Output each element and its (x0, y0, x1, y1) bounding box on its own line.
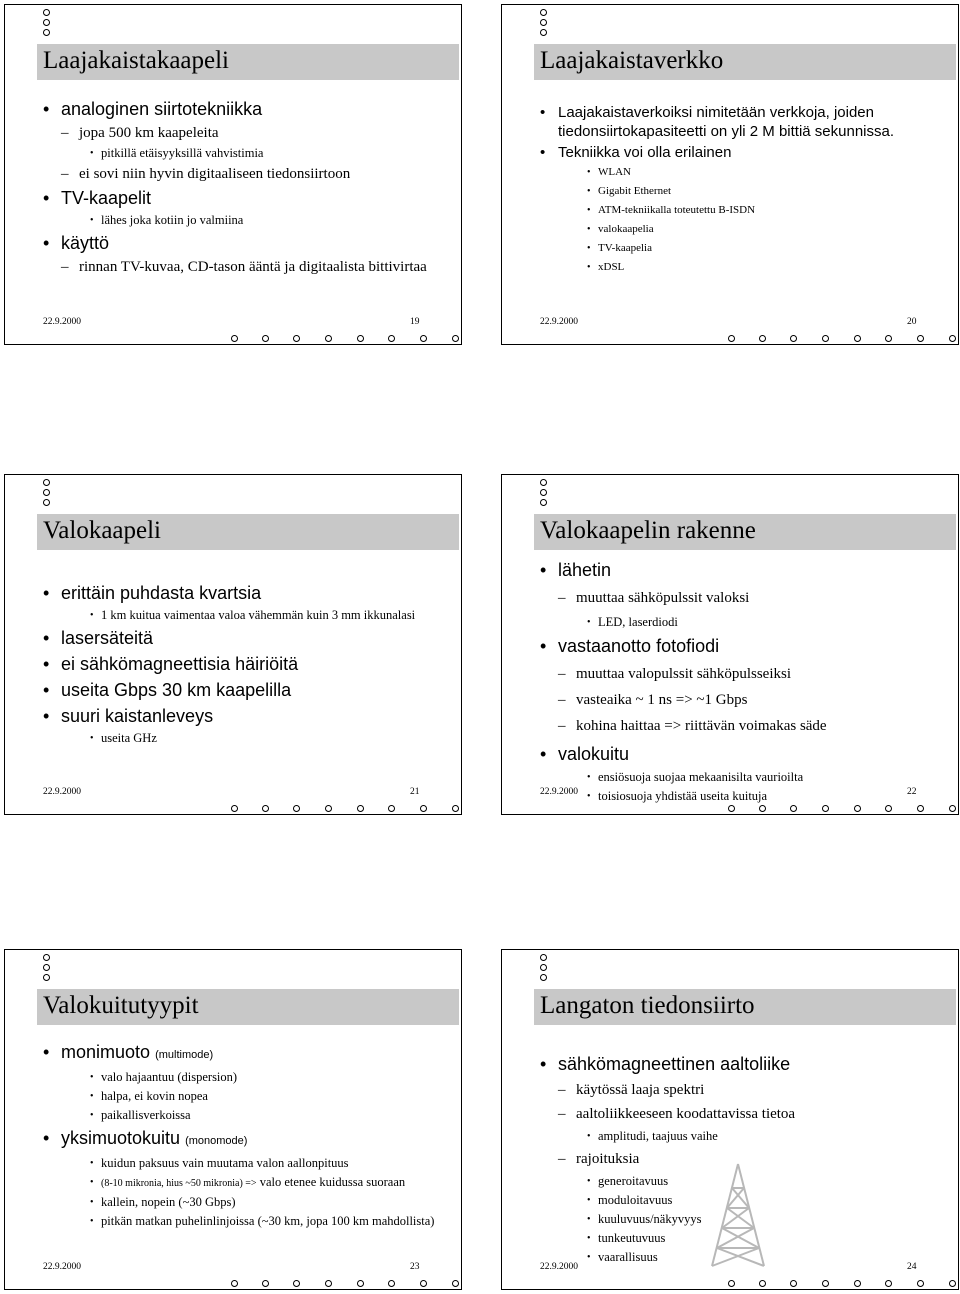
sub-sub-bullet-item: • pitkillä etäisyyksillä vahvistimia (43, 145, 453, 162)
decorative-dot (854, 805, 861, 812)
slide-date: 22.9.2000 (43, 787, 81, 797)
slide-title: Valokaapeli (43, 517, 162, 544)
sub-bullet-item: – kohina haittaa => riittävän voimakas säde (540, 716, 950, 736)
decorative-dot (388, 805, 395, 812)
decorative-dot (325, 805, 332, 812)
bullet-item: • valokuitu (540, 742, 950, 766)
decorative-dot (885, 805, 892, 812)
sub-sub-bullet-item: • pitkän matkan puhelinlinjoissa (~30 km, jopa 100 km mahdollista) (43, 1213, 453, 1230)
bullet-item: • vastaanotto fotofiodi (540, 634, 950, 658)
sub-sub-bullet-item: • LED, laserdiodi (540, 614, 950, 631)
slide-22 (501, 474, 959, 815)
slide-20 (501, 4, 959, 345)
decorative-dot (452, 805, 459, 812)
slide-date: 22.9.2000 (43, 1262, 81, 1272)
bullet-item: • sähkömagneettinen aaltoliike (540, 1052, 950, 1076)
decorative-dot (790, 805, 797, 812)
sub-bullet-item: – aaltoliikkeeseen koodattavissa tietoa (540, 1104, 950, 1124)
slide-title: Laajakaistakaapeli (43, 47, 229, 74)
bullet-item: • lähetin (540, 558, 950, 582)
slide-content (540, 1050, 950, 1268)
sub-sub-bullet-item: • paikallisverkoissa (43, 1107, 453, 1124)
slide-title: Laajakaistaverkko (540, 47, 724, 74)
decorative-dot (885, 335, 892, 342)
decorative-dot (325, 1280, 332, 1287)
slide-content (43, 95, 453, 279)
decorative-dot (325, 335, 332, 342)
slide-date: 22.9.2000 (540, 1262, 578, 1272)
bullet-item: • Tekniikka voi olla erilainen (540, 143, 950, 162)
slide-title: Valokuitutyypit (43, 992, 199, 1019)
vertical-dot-decoration (43, 9, 55, 39)
sub-bullet-item: – jopa 500 km kaapeleita (43, 123, 453, 143)
slide-content (540, 555, 950, 807)
sub-sub-bullet-item: • kallein, nopein (~30 Gbps) (43, 1194, 453, 1211)
sub-sub-bullet-item: • useita GHz (43, 730, 453, 747)
decorative-dot (231, 335, 238, 342)
decorative-dot (357, 335, 364, 342)
decorative-dot (917, 335, 924, 342)
decorative-dot (790, 335, 797, 342)
bullet-item: • erittäin puhdasta kvartsia (43, 581, 453, 605)
slide-title: Langaton tiedonsiirto (540, 992, 755, 1019)
slide-number: 20 (907, 317, 917, 327)
decorative-dot (790, 1280, 797, 1287)
bullet-item: • lasersäteitä (43, 626, 453, 650)
slide-date: 22.9.2000 (43, 317, 81, 327)
bullet-item: • analoginen siirtotekniikka (43, 97, 453, 121)
decorative-dot (262, 1280, 269, 1287)
slide-date: 22.9.2000 (540, 317, 578, 327)
decorative-dot (420, 1280, 427, 1287)
decorative-dot (357, 1280, 364, 1287)
vertical-dot-decoration (43, 954, 55, 984)
slide-number: 19 (410, 317, 420, 327)
decorative-dot (917, 1280, 924, 1287)
sub-sub-bullet-item (43, 1174, 453, 1192)
bullet-text: monimuoto (61, 1042, 151, 1062)
bullet-text: yksimuotokuitu (61, 1128, 181, 1148)
sub-sub-bullet-item: • amplitudi, taajuus vaihe (540, 1128, 950, 1145)
decorative-dot (728, 805, 735, 812)
sub-sub-bullet-item: • vaarallisuus (540, 1249, 950, 1266)
sub-sub-bullet-item: • WLAN (540, 164, 950, 181)
decorative-dot (822, 1280, 829, 1287)
bullet-item: • suuri kaistanleveys (43, 704, 453, 728)
sub-sub-bullet-item: • 1 km kuitua vaimentaa valoa vähemmän kuin 3 mm ikkunalasi (43, 607, 453, 624)
sub-bullet-item: – ei sovi niin hyvin digitaaliseen tiedonsiirtoon (43, 164, 453, 184)
slide-24 (501, 949, 959, 1290)
decorative-dot (822, 335, 829, 342)
sub-bullet-item: – rinnan TV-kuvaa, CD-tason ääntä ja digitaalista bittivirtaa (43, 257, 453, 277)
bullet-item: • useita Gbps 30 km kaapelilla (43, 678, 453, 702)
decorative-dot (452, 1280, 459, 1287)
decorative-dot (231, 1280, 238, 1287)
slide-content (43, 1038, 453, 1232)
sub-sub-bullet-item: • Gigabit Ethernet (540, 183, 950, 200)
bullet-item: • TV-kaapelit (43, 186, 453, 210)
decorative-dot (854, 335, 861, 342)
decorative-dot (949, 1280, 956, 1287)
sub-bullet-item: – vasteaika ~ 1 ns => ~1 Gbps (540, 690, 950, 710)
vertical-dot-decoration (540, 954, 552, 984)
vertical-dot-decoration (540, 9, 552, 39)
decorative-dot (388, 1280, 395, 1287)
bullet-item (43, 1040, 453, 1067)
slide-number: 21 (410, 787, 420, 797)
slide-date: 22.9.2000 (540, 787, 578, 797)
decorative-dot (728, 335, 735, 342)
decorative-dot (885, 1280, 892, 1287)
sub-sub-bullet-item: • kuuluvuus/näkyvyys (540, 1211, 950, 1228)
bullet-item: • Laajakaistaverkoiksi nimitetään verkkoja, joiden tiedonsiirtokapasiteetti on yli 2 M bittiä sekunnissa. (540, 103, 950, 141)
bullet-prefix: (8-10 mikronia, hius ~50 mikronia) => (101, 1178, 257, 1189)
vertical-dot-decoration (43, 479, 55, 509)
decorative-dot (949, 805, 956, 812)
sub-bullet-item: – käytössä laaja spektri (540, 1080, 950, 1100)
sub-sub-bullet-item: • xDSL (540, 259, 950, 276)
decorative-dot (917, 805, 924, 812)
slide-21 (4, 474, 462, 815)
sub-bullet-item: – rajoituksia (540, 1149, 950, 1169)
sub-sub-bullet-item: • TV-kaapelia (540, 240, 950, 257)
sub-sub-bullet-item: • toisiosuoja yhdistää useita kuituja (540, 788, 950, 805)
slide-content (43, 579, 453, 749)
sub-sub-bullet-item: • ATM-tekniikalla toteutettu B-ISDN (540, 202, 950, 219)
decorative-dot (854, 1280, 861, 1287)
decorative-dot (262, 335, 269, 342)
slide-number: 23 (410, 1262, 420, 1272)
sub-sub-bullet-item: • lähes joka kotiin jo valmiina (43, 212, 453, 229)
slide-title: Valokaapelin rakenne (540, 517, 756, 544)
bullet-item: • ei sähkömagneettisia häiriöitä (43, 652, 453, 676)
decorative-dot (822, 805, 829, 812)
decorative-dot (293, 335, 300, 342)
sub-sub-bullet-item: • tunkeutuvuus (540, 1230, 950, 1247)
vertical-dot-decoration (540, 479, 552, 509)
decorative-dot (420, 335, 427, 342)
bullet-text: valo etenee kuidussa suoraan (259, 1175, 406, 1189)
sub-sub-bullet-item: • generoitavuus (540, 1173, 950, 1190)
slide-number: 24 (907, 1262, 917, 1272)
sub-sub-bullet-item: • valo hajaantuu (dispersion) (43, 1069, 453, 1086)
sub-sub-bullet-item: • kuidun paksuus vain muutama valon aallonpituus (43, 1155, 453, 1172)
slide-content (540, 101, 950, 278)
decorative-dot (231, 805, 238, 812)
decorative-dot (262, 805, 269, 812)
bullet-suffix: (monomode) (185, 1135, 248, 1147)
sub-sub-bullet-item: • ensiösuoja suojaa mekaanisilta vaurioilta (540, 769, 950, 786)
decorative-dot (388, 335, 395, 342)
sub-sub-bullet-item: • valokaapelia (540, 221, 950, 238)
decorative-dot (759, 1280, 766, 1287)
sub-bullet-item: – muuttaa sähköpulssit valoksi (540, 588, 950, 608)
decorative-dot (293, 1280, 300, 1287)
decorative-dot (293, 805, 300, 812)
slide-19 (4, 4, 462, 345)
decorative-dot (357, 805, 364, 812)
sub-sub-bullet-item: • moduloitavuus (540, 1192, 950, 1209)
slide-23 (4, 949, 462, 1290)
bullet-item: • käyttö (43, 231, 453, 255)
slide-number: 22 (907, 787, 917, 797)
decorative-dot (949, 335, 956, 342)
sub-sub-bullet-item: • halpa, ei kovin nopea (43, 1088, 453, 1105)
decorative-dot (759, 335, 766, 342)
decorative-dot (728, 1280, 735, 1287)
decorative-dot (452, 335, 459, 342)
sub-bullet-item: – muuttaa valopulssit sähköpulsseiksi (540, 664, 950, 684)
bullet-item (43, 1126, 453, 1153)
bullet-suffix: (multimode) (155, 1049, 214, 1061)
decorative-dot (420, 805, 427, 812)
decorative-dot (759, 805, 766, 812)
